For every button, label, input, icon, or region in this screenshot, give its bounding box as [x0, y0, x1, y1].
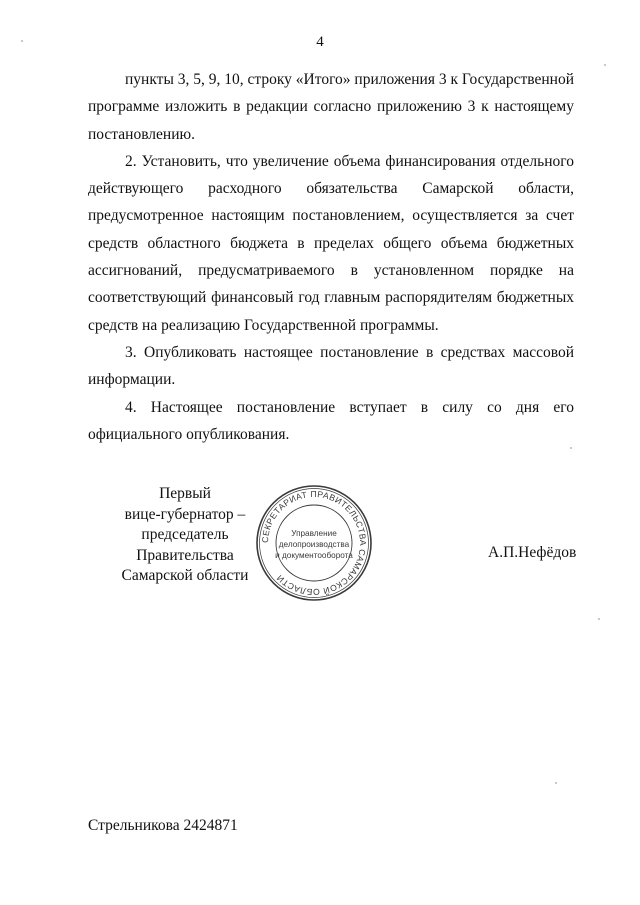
- signer-position-line: Первый: [159, 485, 211, 502]
- paragraph-1: пункты 3, 5, 9, 10, строку «Итого» приложения 3 к Государственной программе изложить в редакции согласно приложению 3 к настоящему постановлению.: [88, 71, 574, 143]
- scan-speck: [21, 40, 23, 42]
- paragraph-3: 3. Опубликовать настоящее постановление в средствах массовой информации.: [88, 343, 574, 389]
- seal-center-line: делопроизводства: [278, 540, 350, 549]
- official-seal: [255, 484, 373, 602]
- signer-position-line: Самарской области: [121, 567, 249, 584]
- signer-position: [100, 484, 270, 587]
- paragraph-4: 4. Настоящее постановление вступает в силу со дня его официального опубликования.: [88, 398, 574, 443]
- seal-center-line: и документооборота: [275, 551, 353, 560]
- scan-speck: [598, 618, 600, 620]
- executor-contact: Стрельникова 2424871: [88, 817, 238, 834]
- scan-speck: [570, 447, 572, 449]
- document-body: [88, 66, 574, 448]
- signer-position-line: председатель Правительства: [136, 526, 234, 564]
- scan-speck: [604, 64, 606, 66]
- seal-ring-text: СЕКРЕТАРИАТ ПРАВИТЕЛЬСТВА САМАРСКОЙ ОБЛАСТИ: [259, 488, 369, 598]
- signer-position-line: вице-губернатор –: [124, 505, 246, 523]
- signer-name: А.П.Нефёдов: [488, 544, 577, 561]
- page-number: 4: [316, 34, 324, 50]
- seal-center-line: Управление: [291, 529, 337, 538]
- scan-speck: [555, 782, 557, 784]
- paragraph-2: 2. Установить, что увеличение объема финансирования отдельного действующего расходного обязательства Самарской области, предусмотренное настоящим постановлением, осуществляется за счет средств областного бюджета в пределах общего объема бюджетных ассигнований, предусматриваемого в установленном порядке на соответствующий финансовый год главным распорядителям бюджетных средств на реализацию Государственной программы.: [88, 152, 574, 334]
